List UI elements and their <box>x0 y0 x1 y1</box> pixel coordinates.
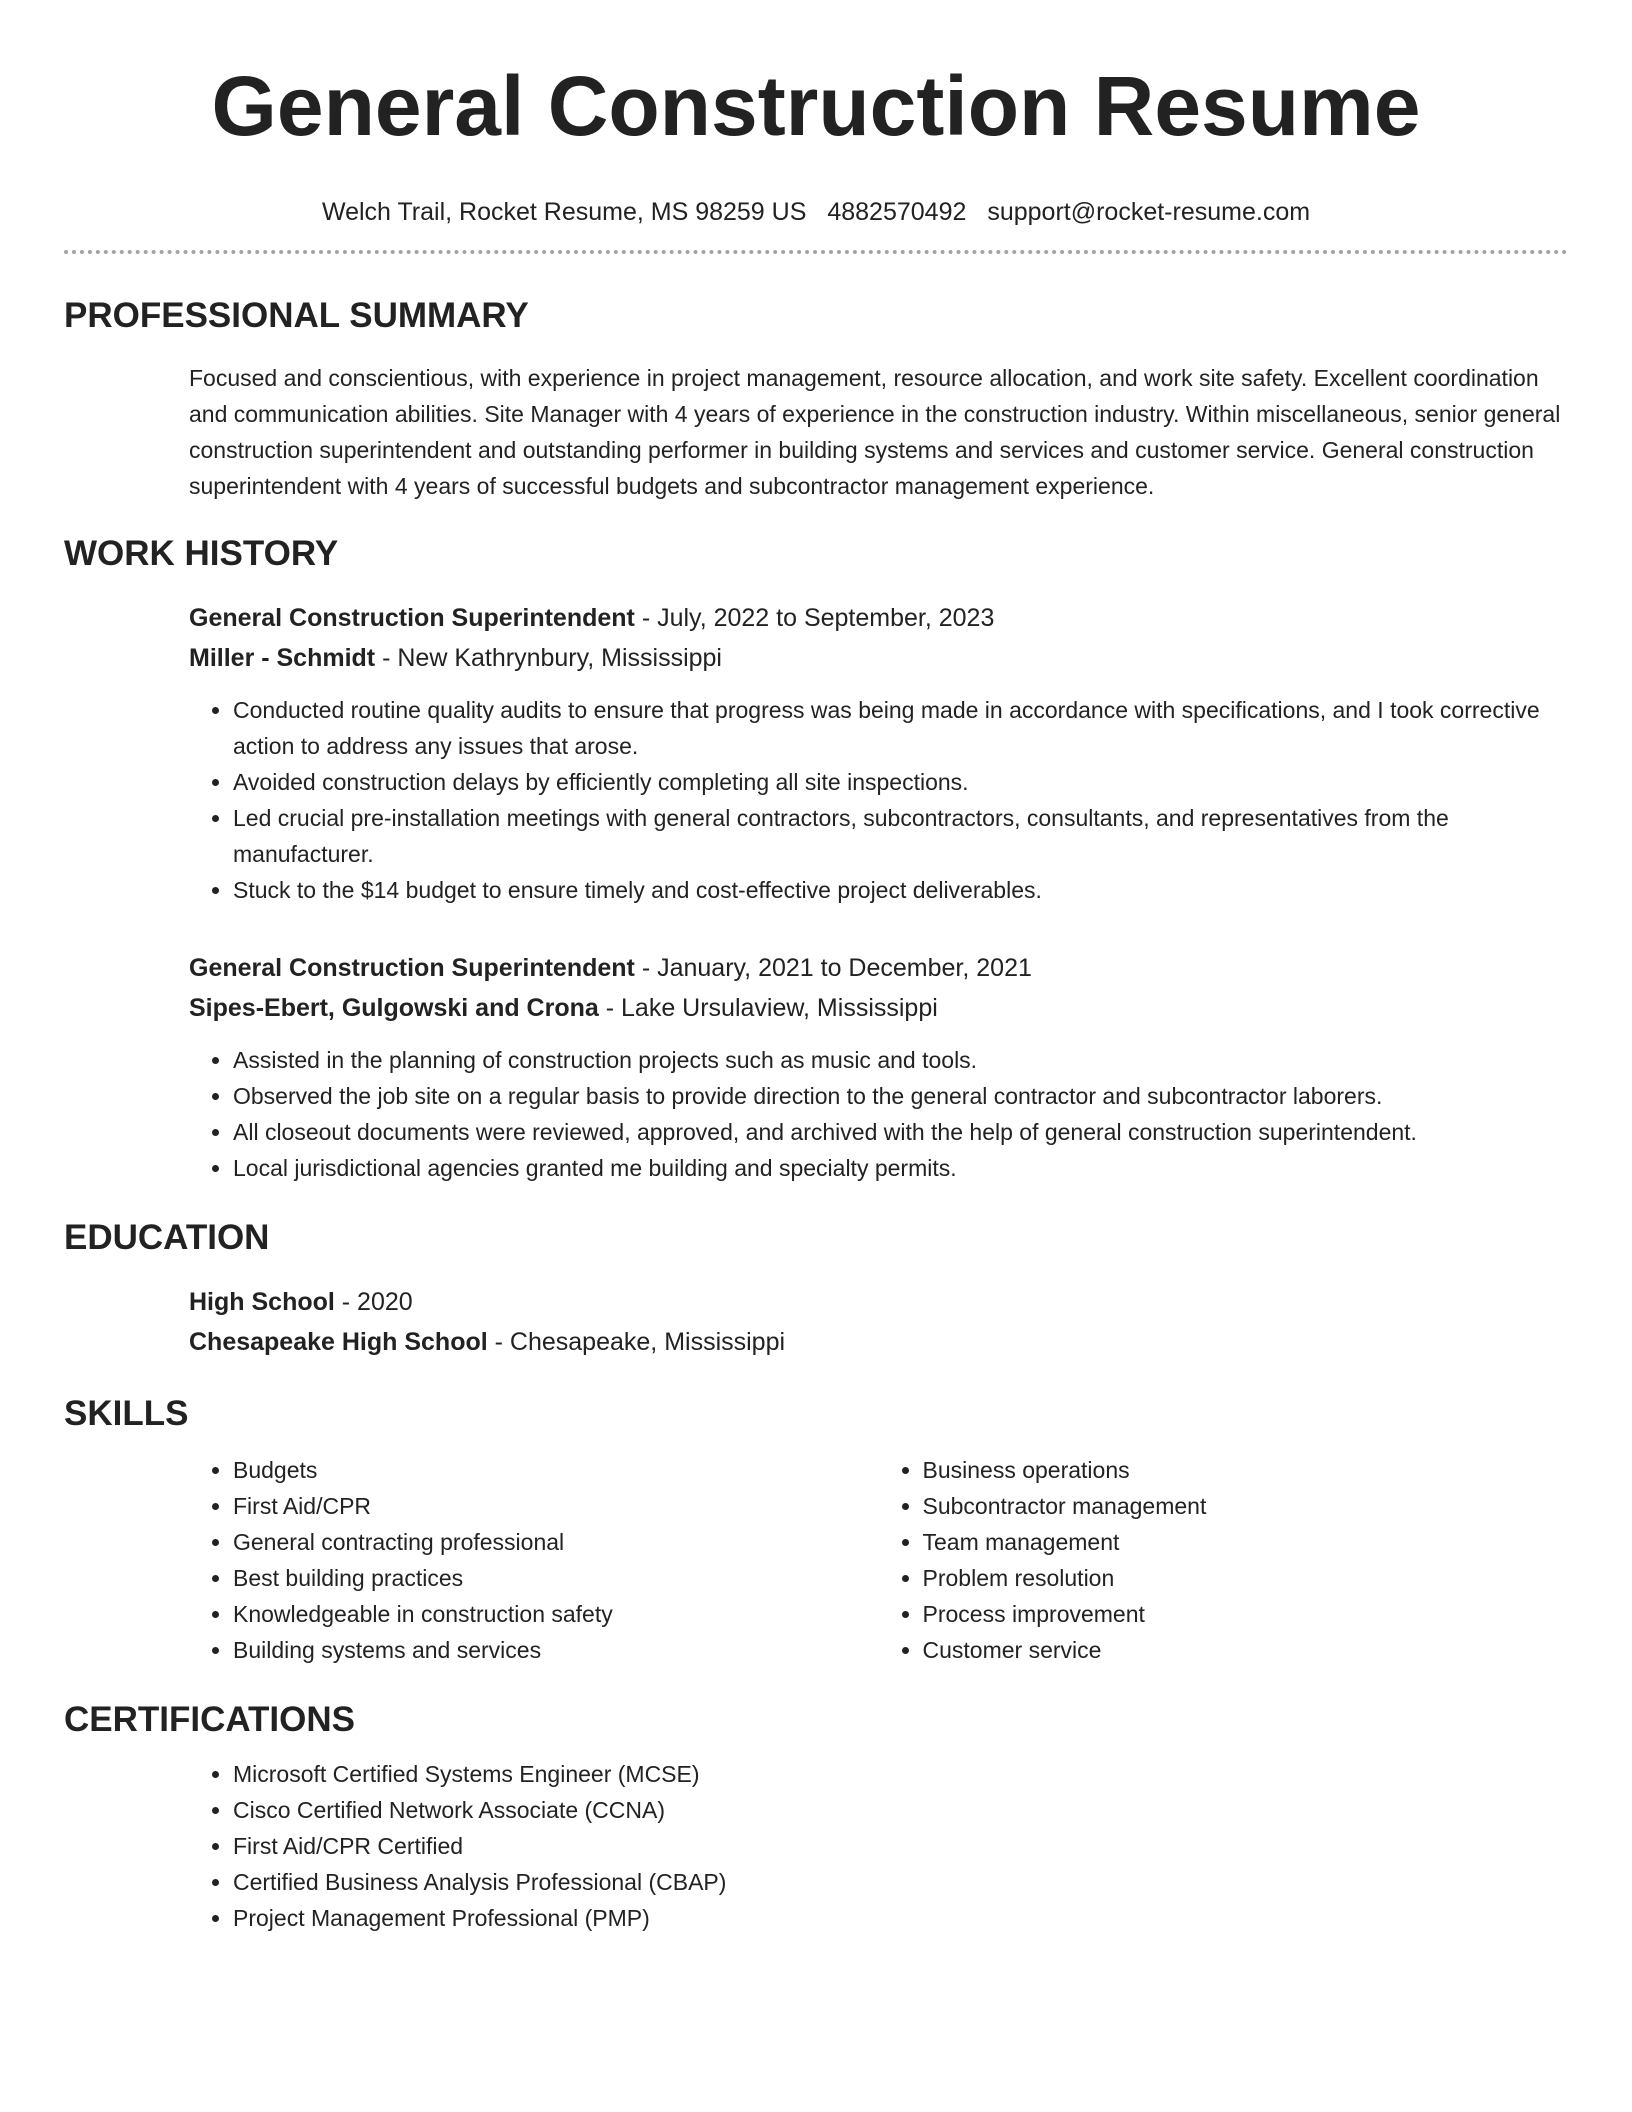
certification-item: • First Aid/CPR Certified <box>233 1828 1568 1864</box>
skills-section <box>64 1392 1568 1668</box>
job-bullets <box>189 692 1568 908</box>
contact-line <box>64 196 1568 228</box>
certification-item: • Cisco Certified Network Associate (CCNA) <box>233 1792 1568 1828</box>
job-bullet: • Stuck to the $14 budget to ensure timely and cost-effective project deliverables. <box>233 872 1568 908</box>
job-bullet: • All closeout documents were reviewed, approved, and archived with the help of general construction superintendent. <box>233 1114 1568 1150</box>
certification-item: • Microsoft Certified Systems Engineer (MCSE) <box>233 1756 1568 1792</box>
skill-item: • Customer service <box>923 1632 1569 1668</box>
skill-item: • General contracting professional <box>233 1524 879 1560</box>
education-section <box>64 1216 1568 1362</box>
skills-columns <box>189 1452 1568 1668</box>
education-degree-line <box>189 1282 1568 1322</box>
certification-item: • Certified Business Analysis Professional (CBAP) <box>233 1864 1568 1900</box>
certifications-list <box>189 1756 1568 1936</box>
job-entry <box>189 948 1568 1186</box>
job-bullet: • Assisted in the planning of construction projects such as music and tools. <box>233 1042 1568 1078</box>
job-location: - New Kathrynbury, Mississippi <box>375 644 722 672</box>
skill-item: • Subcontractor management <box>923 1488 1569 1524</box>
certifications-title: CERTIFICATIONS <box>64 1700 356 1739</box>
job-company: Miller - Schmidt <box>189 644 376 672</box>
skills-left-list <box>189 1452 879 1668</box>
job-bullet: • Avoided construction delays by efficiently completing all site inspections. <box>233 764 1568 800</box>
summary-title: PROFESSIONAL SUMMARY <box>64 296 529 335</box>
education-school: Chesapeake High School <box>189 1328 488 1356</box>
summary-text: Focused and conscientious, with experience in project management, resource allocation, and work site safety. Excellent coordination and communication abilities. Site Manager with 4 years of experience in the construction industry. Within miscellaneous, senior general construction superintendent and outstanding performer in building systems and services and customer service. General construction superintendent with 4 years of successful budgets and subcontractor management experience. <box>189 365 1561 499</box>
job-bullet: • Local jurisdictional agencies granted me building and specialty permits. <box>233 1150 1568 1186</box>
job-title-line <box>189 948 1568 988</box>
education-year: - 2020 <box>334 1288 413 1316</box>
skill-item: • Team management <box>923 1524 1569 1560</box>
skills-right-list <box>879 1452 1569 1668</box>
job-bullet: • Conducted routine quality audits to ensure that progress was being made in accordance with specifications, and I took corrective action to address any issues that arose. <box>233 692 1568 764</box>
skill-item: • Budgets <box>233 1452 879 1488</box>
skill-item: • Problem resolution <box>923 1560 1569 1596</box>
job-bullet: • Observed the job site on a regular basis to provide direction to the general contractor and subcontractor laborers. <box>233 1078 1568 1114</box>
job-location: - Lake Ursulaview, Mississippi <box>598 994 938 1022</box>
job-company-line <box>189 638 1568 678</box>
certifications-section <box>64 1698 1568 1936</box>
job-company: Sipes-Ebert, Gulgowski and Crona <box>189 994 599 1022</box>
skill-item: • Knowledgeable in construction safety <box>233 1596 879 1632</box>
contact-phone: 4882570492 <box>827 198 967 226</box>
skills-title: SKILLS <box>64 1394 189 1433</box>
skill-item: • Building systems and services <box>233 1632 879 1668</box>
education-entry <box>189 1282 1568 1362</box>
education-location: - Chesapeake, Mississippi <box>487 1328 786 1356</box>
skill-item: • First Aid/CPR <box>233 1488 879 1524</box>
education-title: EDUCATION <box>64 1218 270 1257</box>
job-title-line <box>189 598 1568 638</box>
resume-header <box>64 0 1568 254</box>
job-bullet: • Led crucial pre-installation meetings with general contractors, subcontractors, consultants, and representatives from the manufacturer. <box>233 800 1568 872</box>
contact-address: Welch Trail, Rocket Resume, MS 98259 US <box>321 198 807 226</box>
job-bullets <box>189 1042 1568 1186</box>
job-entry <box>189 598 1568 908</box>
education-degree: High School <box>189 1288 335 1316</box>
work-history-section <box>64 532 1568 1186</box>
job-company-line <box>189 988 1568 1028</box>
skill-item: • Business operations <box>923 1452 1569 1488</box>
job-dates: - July, 2022 to September, 2023 <box>634 604 995 632</box>
skill-item: • Process improvement <box>923 1596 1569 1632</box>
job-role: General Construction Superintendent <box>189 954 635 982</box>
job-role: General Construction Superintendent <box>189 604 635 632</box>
header-divider <box>64 250 1568 254</box>
contact-email: support@rocket-resume.com <box>987 198 1311 226</box>
certification-item: • Project Management Professional (PMP) <box>233 1900 1568 1936</box>
skill-item: • Best building practices <box>233 1560 879 1596</box>
job-dates: - January, 2021 to December, 2021 <box>634 954 1032 982</box>
education-school-line <box>189 1322 1568 1362</box>
work-history-title: WORK HISTORY <box>64 534 339 573</box>
summary-section <box>64 294 1568 504</box>
candidate-name: General Construction Resume <box>211 59 1421 153</box>
